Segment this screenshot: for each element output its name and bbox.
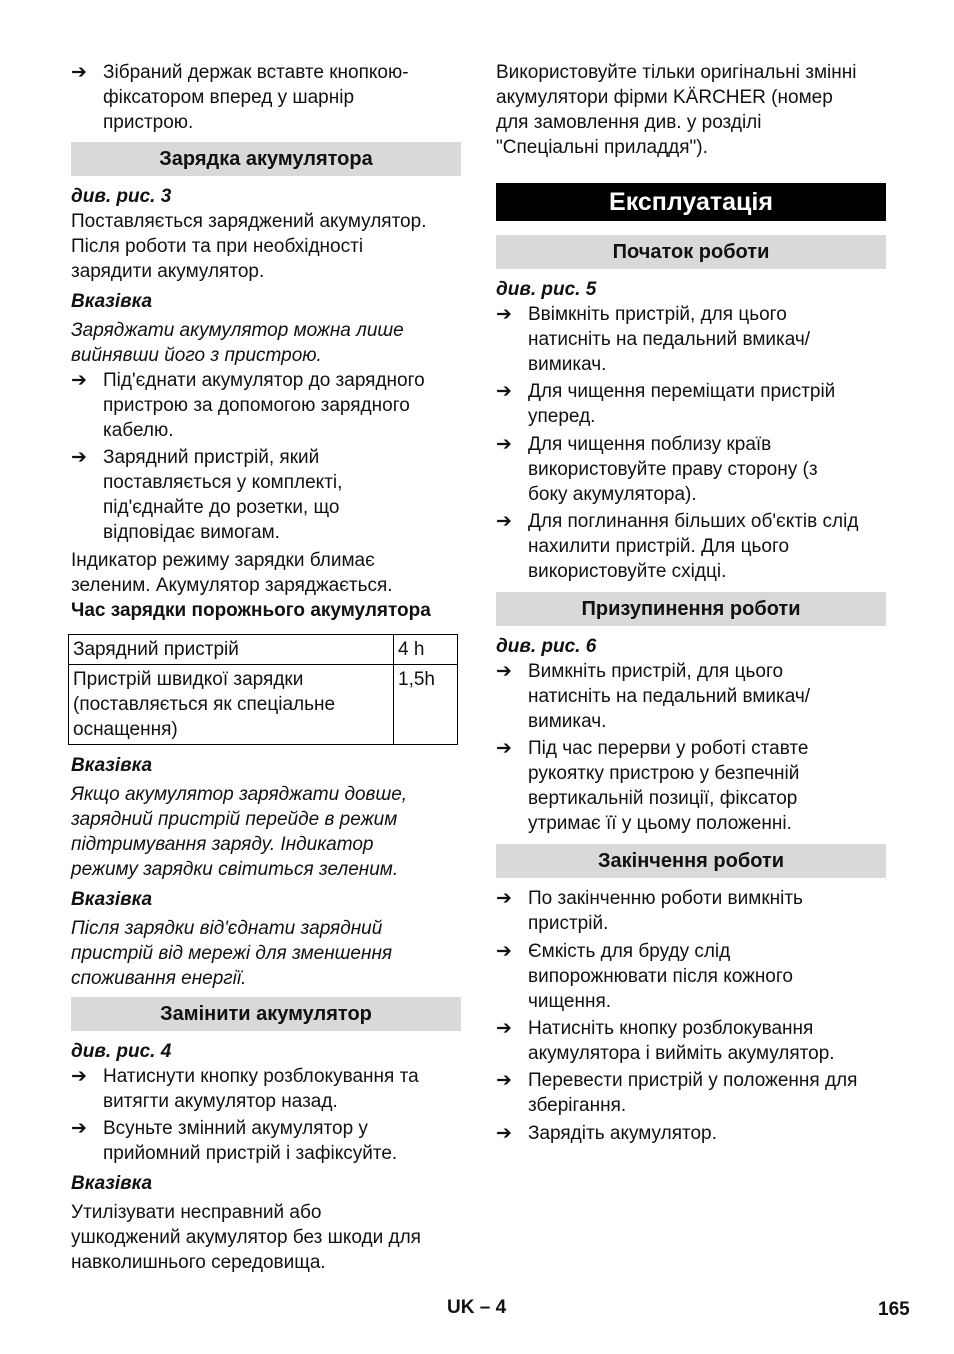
arrow-icon: ➔ [71, 1118, 87, 1139]
text-line: відповідає вимогам. [103, 522, 280, 543]
table-cell: Пристрій швидкої зарядки (поставляється як спеціальне оснащення) [69, 665, 394, 745]
text-line: фіксатором вперед у шарнір [103, 87, 355, 108]
text-line: Зібраний держак вставте кнопкою- [103, 62, 409, 83]
note-text: споживання енергії. [71, 968, 247, 989]
note-text: Якщо акумулятор заряджати довше, [71, 784, 408, 805]
text-line: ушкоджений акумулятор без шкоди для [71, 1227, 421, 1248]
text-line: пристрою за допомогою зарядного [103, 395, 410, 416]
arrow-icon: ➔ [496, 941, 512, 962]
note-text: пристрій від мережі для зменшення [71, 943, 393, 964]
text-line: Для поглинання більших об'єктів слід [528, 511, 859, 532]
note-label: Вказівка [71, 889, 153, 910]
text-line: уперед. [528, 406, 596, 427]
text-line: Під'єднати акумулятор до зарядного [103, 370, 425, 391]
text-line: акумулятори фірми KÄRCHER (номер [496, 87, 833, 108]
text-line: навколишнього середовища. [71, 1252, 326, 1273]
text-line: Після роботи та при необхідності [71, 236, 364, 257]
arrow-icon: ➔ [496, 1070, 512, 1091]
figure-ref: див. рис. 3 [71, 186, 172, 207]
arrow-icon: ➔ [496, 511, 512, 532]
text-line: Для чищення переміщати пристрій [528, 381, 836, 402]
page-number: 165 [878, 1299, 910, 1320]
chapter-title: Експлуатація [496, 183, 886, 221]
arrow-icon: ➔ [496, 304, 512, 325]
text-line: акумулятора і вийміть акумулятор. [528, 1043, 835, 1064]
text-line: Вимкніть пристрій, для цього [528, 661, 784, 682]
note-text: Заряджати акумулятор можна лише [71, 320, 404, 341]
text-line: чищення. [528, 991, 612, 1012]
arrow-icon: ➔ [496, 661, 512, 682]
text-line: натисніть на педальний вмикач/ [528, 329, 811, 350]
text-line: натисніть на педальний вмикач/ [528, 686, 811, 707]
text-line: утримає її у цьому положенні. [528, 813, 792, 834]
text-line: "Спеціальні приладдя"). [496, 137, 708, 158]
text-line: пристрій. [528, 913, 609, 934]
text-line: нахилити пристрій. Для цього [528, 536, 790, 557]
table-row [69, 665, 458, 745]
arrow-icon: ➔ [496, 381, 512, 402]
note-label: Вказівка [71, 1173, 153, 1194]
text-line: вимикач. [528, 711, 607, 732]
figure-ref: див. рис. 5 [496, 279, 597, 300]
text-line: Ввімкніть пристрій, для цього [528, 304, 787, 325]
section-heading-pause: Призупинення роботи [496, 592, 886, 626]
note-text: режиму зарядки світиться зеленим. [71, 859, 399, 880]
text-line: Зарядіть акумулятор. [528, 1123, 717, 1144]
note-text: зарядний пристрій перейде в режим [71, 809, 398, 830]
text-line: Поставляється заряджений акумулятор. [71, 211, 427, 232]
table-row [69, 635, 458, 665]
figure-ref: див. рис. 6 [496, 636, 597, 657]
note-text: Після зарядки від'єднати зарядний [71, 918, 383, 939]
text-line: рукоятку пристрою у безпечній [528, 763, 800, 784]
text-line: витягти акумулятор назад. [103, 1091, 338, 1112]
text-line: для замовлення див. у розділі [496, 112, 762, 133]
arrow-icon: ➔ [71, 370, 87, 391]
text-line: зарядити акумулятор. [71, 261, 265, 282]
text-line: Під час перерви у роботі ставте [528, 738, 809, 759]
text-line: зберігання. [528, 1095, 627, 1116]
text-line: випорожнювати після кожного [528, 966, 793, 987]
arrow-icon: ➔ [496, 434, 512, 455]
arrow-icon: ➔ [496, 1123, 512, 1144]
note-label: Вказівка [71, 291, 153, 312]
arrow-icon: ➔ [496, 888, 512, 909]
table-cell: 4 h [394, 635, 458, 665]
text-line: Утилізувати несправний або [71, 1202, 322, 1223]
section-heading-charge: Зарядка акумулятора [71, 142, 461, 176]
text-line: пристрою. [103, 112, 194, 133]
text-line: використовуйте східці. [528, 561, 727, 582]
section-heading-end: Закінчення роботи [496, 844, 886, 878]
text-line: Всуньте змінний акумулятор у [103, 1118, 368, 1139]
text-line: Перевести пристрій у положення для [528, 1070, 858, 1091]
text-line: Ємкість для бруду слід [528, 941, 731, 962]
arrow-icon: ➔ [71, 62, 87, 83]
arrow-icon: ➔ [71, 1066, 87, 1087]
text-line: під'єднайте до розетки, що [103, 497, 340, 518]
text-line: прийомний пристрій і зафіксуйте. [103, 1143, 398, 1164]
text-line: використовуйте праву сторону (з [528, 459, 818, 480]
note-text: вийнявши його з пристрою. [71, 345, 322, 366]
arrow-icon: ➔ [71, 447, 87, 468]
text-line: Використовуйте тільки оригінальні змінні [496, 62, 857, 83]
footer-section-code: UK – 4 [447, 1297, 507, 1318]
note-text: підтримування заряду. Індикатор [71, 834, 374, 855]
text-line: боку акумулятора). [528, 484, 697, 505]
table-cell: 1,5h [394, 665, 458, 745]
text-line: Натисніть кнопку розблокування [528, 1018, 814, 1039]
text-line: вертикальній позиції, фіксатор [528, 788, 798, 809]
text-line: Індикатор режиму зарядки блимає [71, 550, 375, 571]
text-line: Натиснути кнопку розблокування та [103, 1066, 419, 1087]
section-heading-start: Початок роботи [496, 235, 886, 269]
charge-time-table [68, 634, 458, 745]
text-line: Зарядний пристрій, який [103, 447, 320, 468]
text-line: Для чищення поблизу країв [528, 434, 772, 455]
table-title: Час зарядки порожнього акумулятора [71, 600, 431, 621]
text-line: По закінченню роботи вимкніть [528, 888, 803, 909]
text-line: поставляється у комплекті, [103, 472, 343, 493]
section-heading-replace: Замінити акумулятор [71, 997, 461, 1031]
text-line: вимикач. [528, 354, 607, 375]
arrow-icon: ➔ [496, 738, 512, 759]
figure-ref: див. рис. 4 [71, 1041, 172, 1062]
table-cell: Зарядний пристрій [69, 635, 394, 665]
text-line: зеленим. Акумулятор заряджається. [71, 575, 393, 596]
text-line: кабелю. [103, 420, 174, 441]
note-label: Вказівка [71, 755, 153, 776]
arrow-icon: ➔ [496, 1018, 512, 1039]
